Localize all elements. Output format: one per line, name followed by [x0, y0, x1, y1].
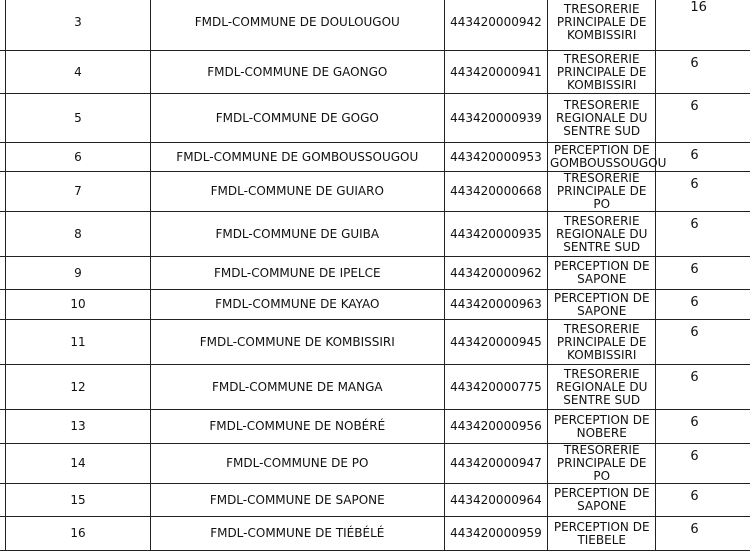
row-number: 13	[6, 410, 150, 444]
commune-name: FMDL-COMMUNE DE GAONGO	[150, 51, 444, 94]
row-number: 6	[6, 143, 150, 172]
table-row	[0, 290, 750, 320]
treasury-office: PERCEPTION DE GOMBOUSSOUGOU	[548, 143, 656, 172]
row-number: 14	[6, 444, 150, 484]
account-number: 443420000964	[444, 484, 547, 517]
commune-name: FMDL-COMMUNE DE DOULOUGOU	[150, 0, 444, 51]
table-row	[0, 94, 750, 143]
row-number: 5	[6, 94, 150, 143]
row-number: 10	[6, 290, 150, 320]
account-number: 443420000668	[444, 172, 547, 212]
treasury-office: TRESORERIE REGIONALE DU SENTRE SUD	[548, 365, 656, 410]
amount-cell: 6	[656, 484, 750, 517]
table-row	[0, 484, 750, 517]
table-row	[0, 172, 750, 212]
account-number: 443420000942	[444, 0, 547, 51]
commune-name: FMDL-COMMUNE DE TIÉBÉLÉ	[150, 517, 444, 551]
account-number: 443420000956	[444, 410, 547, 444]
commune-name: FMDL-COMMUNE DE GOMBOUSSOUGOU	[150, 143, 444, 172]
commune-name: FMDL-COMMUNE DE SAPONE	[150, 484, 444, 517]
account-number: 443420000939	[444, 94, 547, 143]
row-number: 16	[6, 517, 150, 551]
amount-cell: 16	[656, 0, 750, 51]
amount-cell: 6	[656, 143, 750, 172]
amount-cell: 6	[656, 212, 750, 257]
commune-name: FMDL-COMMUNE DE PO	[150, 444, 444, 484]
amount-cell: 6	[656, 444, 750, 484]
row-number: 15	[6, 484, 150, 517]
row-number: 11	[6, 320, 150, 365]
account-number: 443420000953	[444, 143, 547, 172]
row-number: 3	[6, 0, 150, 51]
treasury-office: TRESORERIE PRINCIPALE DE KOMBISSIRI	[548, 51, 656, 94]
treasury-office: PERCEPTION DE SAPONE	[548, 484, 656, 517]
amount-cell: 6	[656, 51, 750, 94]
amount-cell: 6	[656, 517, 750, 551]
account-number: 443420000775	[444, 365, 547, 410]
treasury-office: TRESORERIE REGIONALE DU SENTRE SUD	[548, 212, 656, 257]
treasury-office: TRESORERIE REGIONALE DU SENTRE SUD	[548, 94, 656, 143]
treasury-office: TRESORERIE PRINCIPALE DE PO	[548, 444, 656, 484]
row-number: 7	[6, 172, 150, 212]
table-row	[0, 212, 750, 257]
row-number: 8	[6, 212, 150, 257]
table-row	[0, 0, 750, 51]
table-row	[0, 320, 750, 365]
commune-name: FMDL-COMMUNE DE GUIBA	[150, 212, 444, 257]
treasury-office: TRESORERIE PRINCIPALE DE KOMBISSIRI	[548, 0, 656, 51]
commune-name: FMDL-COMMUNE DE KAYAO	[150, 290, 444, 320]
table-row	[0, 444, 750, 484]
commune-name: FMDL-COMMUNE DE GUIARO	[150, 172, 444, 212]
account-number: 443420000963	[444, 290, 547, 320]
commune-name: FMDL-COMMUNE DE MANGA	[150, 365, 444, 410]
account-number: 443420000962	[444, 257, 547, 290]
table-row	[0, 365, 750, 410]
commune-name: FMDL-COMMUNE DE IPELCE	[150, 257, 444, 290]
row-number: 12	[6, 365, 150, 410]
table-row	[0, 143, 750, 172]
table-row	[0, 51, 750, 94]
account-number: 443420000935	[444, 212, 547, 257]
table-row	[0, 257, 750, 290]
amount-cell: 6	[656, 257, 750, 290]
amount-cell: 6	[656, 172, 750, 212]
commune-name: FMDL-COMMUNE DE KOMBISSIRI	[150, 320, 444, 365]
table-row	[0, 517, 750, 551]
amount-cell: 6	[656, 410, 750, 444]
account-number: 443420000945	[444, 320, 547, 365]
treasury-office: PERCEPTION DE SAPONE	[548, 290, 656, 320]
account-number: 443420000947	[444, 444, 547, 484]
amount-cell: 6	[656, 94, 750, 143]
amount-cell: 6	[656, 290, 750, 320]
treasury-office: PERCEPTION DE TIEBELE	[548, 517, 656, 551]
account-number: 443420000941	[444, 51, 547, 94]
amount-cell: 6	[656, 365, 750, 410]
commune-name: FMDL-COMMUNE DE GOGO	[150, 94, 444, 143]
treasury-office: TRESORERIE PRINCIPALE DE KOMBISSIRI	[548, 320, 656, 365]
amount-cell: 6	[656, 320, 750, 365]
commune-name: FMDL-COMMUNE DE NOBÉRÉ	[150, 410, 444, 444]
treasury-office: PERCEPTION DE NOBERE	[548, 410, 656, 444]
account-number: 443420000959	[444, 517, 547, 551]
table-row	[0, 410, 750, 444]
row-number: 9	[6, 257, 150, 290]
treasury-office: TRESORERIE PRINCIPALE DE PO	[548, 172, 656, 212]
row-number: 4	[6, 51, 150, 94]
treasury-office: PERCEPTION DE SAPONE	[548, 257, 656, 290]
